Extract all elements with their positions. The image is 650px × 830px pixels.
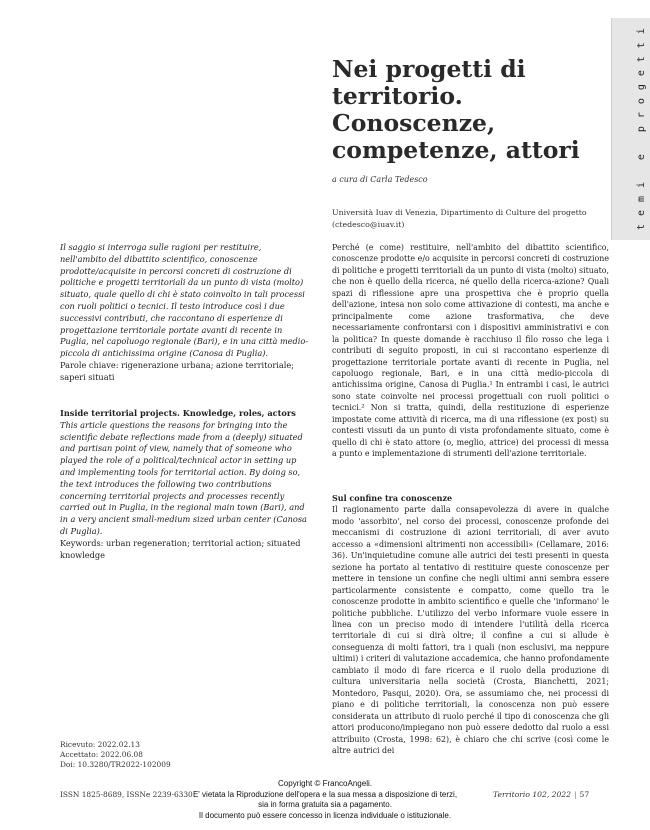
abstract-italian-text: Il saggio si interroga sulle ragioni per restituire, nell'ambito del dibattito scientifico, conoscenze prodotte/acquisite in percorsi concreti di costruzione di politiche e progetti territoriali da un punto di vista (molto) situato, quale quello di chi è stato coinvolto in tali processi con ruoli politici o tecnici. Il testo introduce così i due successivi contributi, che raccontano di esperienze di progettazione territoriale portate avanti di recente in Puglia, nel capoluogo regionale (Bari), e in una città medio-piccola di antichissima origine (Canosa di Puglia). (60, 242, 309, 359)
tab-letter: t (636, 223, 647, 230)
copyright-line: sia in forma gratuita sia a pagamento. (258, 800, 392, 809)
section-tab (611, 18, 650, 240)
copyright-line: Copyright © FrancoAngeli. (278, 779, 372, 788)
section-heading: Sul confine tra conoscenze (332, 493, 453, 503)
tab-letter: t (636, 56, 647, 63)
tab-letter: g (636, 84, 647, 91)
body-intro (332, 242, 609, 460)
keywords-english: Keywords: urban regeneration; territorial action; situated knowledge (60, 537, 301, 560)
tab-letter: e (636, 70, 647, 77)
received-date: Ricevuto: 2022.02.13 (60, 740, 140, 749)
tab-letter: r (636, 112, 647, 119)
tab-letter: p (636, 126, 647, 133)
section-text: Il ragionamento parte dalla consapevolezza di avere in qualche modo 'assorbito', nel corso dei processi, conoscenze profonde dei meccanismi di costruzione di azioni territoriali, di aver avuto accesso a «dimensioni altrimenti non accessibili» (Cellamare, 2016: 36). Un'inquietudine comune alle autrici dei testi presenti in questa sezione ha portato al tentativo di restituire queste conoscenze per mettere in tensione un confine che negli ultimi anni sembra essere particolarmente consistente e compatto, come quello tra le conoscenze prodotte in ambito scientifico e quelle che 'informano' le politiche pubbliche. L'utilizzo del verbo informare vuole essere in linea con un preciso modo di intendere l'utilità della ricerca territoriale di cui si dirà oltre; il confine a cui si allude è conseguenza di molti fattori, tra i quali (non esclusivi, ma neppure ultimi) i criteri di valutazione accademica, che hanno profondamente cambiato il modo di fare ricerca e il ruolo della produzione di cultura universitaria nella società (Crosta, Bianchetti, 2021; Montedoro, Pasqui, 2020). Ora, se assumiamo che, nei processi di piano e di politiche territoriali, la conoscenza non può essere considerata un attributo di ruolo perché il tipo di conoscenza che gli attori producono/impiegano non può essere dedotto dal ruolo a essi attribuito (Crosta, 1998: 62), è chiaro che chi scrive (così come le altre autrici dei (332, 505, 609, 755)
copyright-line: Il documento può essere concesso in licenza individuale o istituzionale. (198, 810, 452, 820)
author-affiliation: Università Iuav di Venezia, Dipartimento di Culture del progetto (ctedesco@iuav.it) (332, 208, 587, 229)
tab-letter: o (636, 98, 647, 105)
tab-letter: i (636, 182, 647, 189)
tab-letter (636, 140, 647, 146)
article-title: Nei progetti di territorio. Conoscenze, competenze, attori (332, 55, 580, 164)
article-dates (60, 740, 171, 770)
page-number: 57 (579, 790, 590, 799)
page-footer (493, 790, 589, 799)
section-tab-label (622, 18, 650, 240)
tab-letter: t (636, 42, 647, 49)
abstract-english-text: This article questions the reasons for bringing into the scientific debate reflections made from a (deeply) situated and partisan point of view, namely that of someone who played the role of a political/technical actor in setting up and implementing tools for territorial action. By doing so, the text introduces the following two contributions concerning territorial projects and processes recently carried out in Puglia, in the regional main town (Bari), and in a very ancient small-medium sized urban center (Canosa di Puglia). (60, 419, 307, 536)
issn-footer: ISSN 1825-8689, ISSNe 2239-6330 (60, 790, 193, 799)
tab-letter: e (636, 154, 647, 161)
abstract-english-heading: Inside territorial projects. Knowledge, roles, actors (60, 408, 296, 418)
doi: Doi: 10.3280/TR2022-102009 (60, 760, 171, 769)
body-section (332, 493, 609, 756)
tab-letter (636, 168, 647, 174)
magazine-issue: Territorio 102, 2022 (493, 790, 571, 799)
keywords-italian: Parole chiave: rigenerazione urbana; azione territoriale; saperi situati (60, 359, 294, 382)
tab-letter: m (636, 196, 647, 203)
abstract-english (60, 408, 310, 561)
tab-letter: i (636, 28, 647, 35)
copyright-notice (180, 779, 470, 821)
abstract-italian (60, 242, 310, 384)
body-intro-text: Perché (e come) restituire, nell'ambito del dibattito scientifico, conoscenze prodotte e/o acquisite in percorsi concreti di costruzione di politiche e progetti territoriali da un punto di vista (molto) situato, che non è quello della ricerca, né quello della ricerca-azione? Quali spazi di riflessione apre una prospettiva che è proprio quella dell'azione, intesa non solo come attivazione di contesti, ma anche e principalmente come azione trasformativa, che deve necessariamente confrontarsi con i dispositivi amministrativi e con la politica? In queste domande è racchiuso il filo rosso che lega i contributi di seguito proposti, in cui si raccontano esperienze di progettazione territoriale portate avanti di recente in Puglia, nel capoluogo regionale, Bari, e in una città medio-piccola di antichissima origine, Canosa di Puglia.¹ In entrambi i casi, le autrici sono state coinvolte nei processi progettuali con ruoli politici o tecnici.² Non si tratta, quindi, della restituzione di esperienze impostate come attività di ricerca, ma di una riflessione (ex post) su contesti vissuti da un punto di vista profondamente situato, come è quello di chi è stato attore (o, meglio, attrice) dei processi di messa a punto e implementazione di strumenti dell'azione territoriale. (332, 243, 609, 459)
curator-line: a cura di Carla Tedesco (332, 175, 428, 184)
tab-letter: e (636, 209, 647, 217)
copyright-line: E' vietata la Riproduzione dell'opera e la sua messa a disposizione di terzi, (192, 789, 458, 799)
accepted-date: Accettato: 2022.06.08 (60, 750, 143, 759)
footer-separator: | (573, 790, 577, 799)
